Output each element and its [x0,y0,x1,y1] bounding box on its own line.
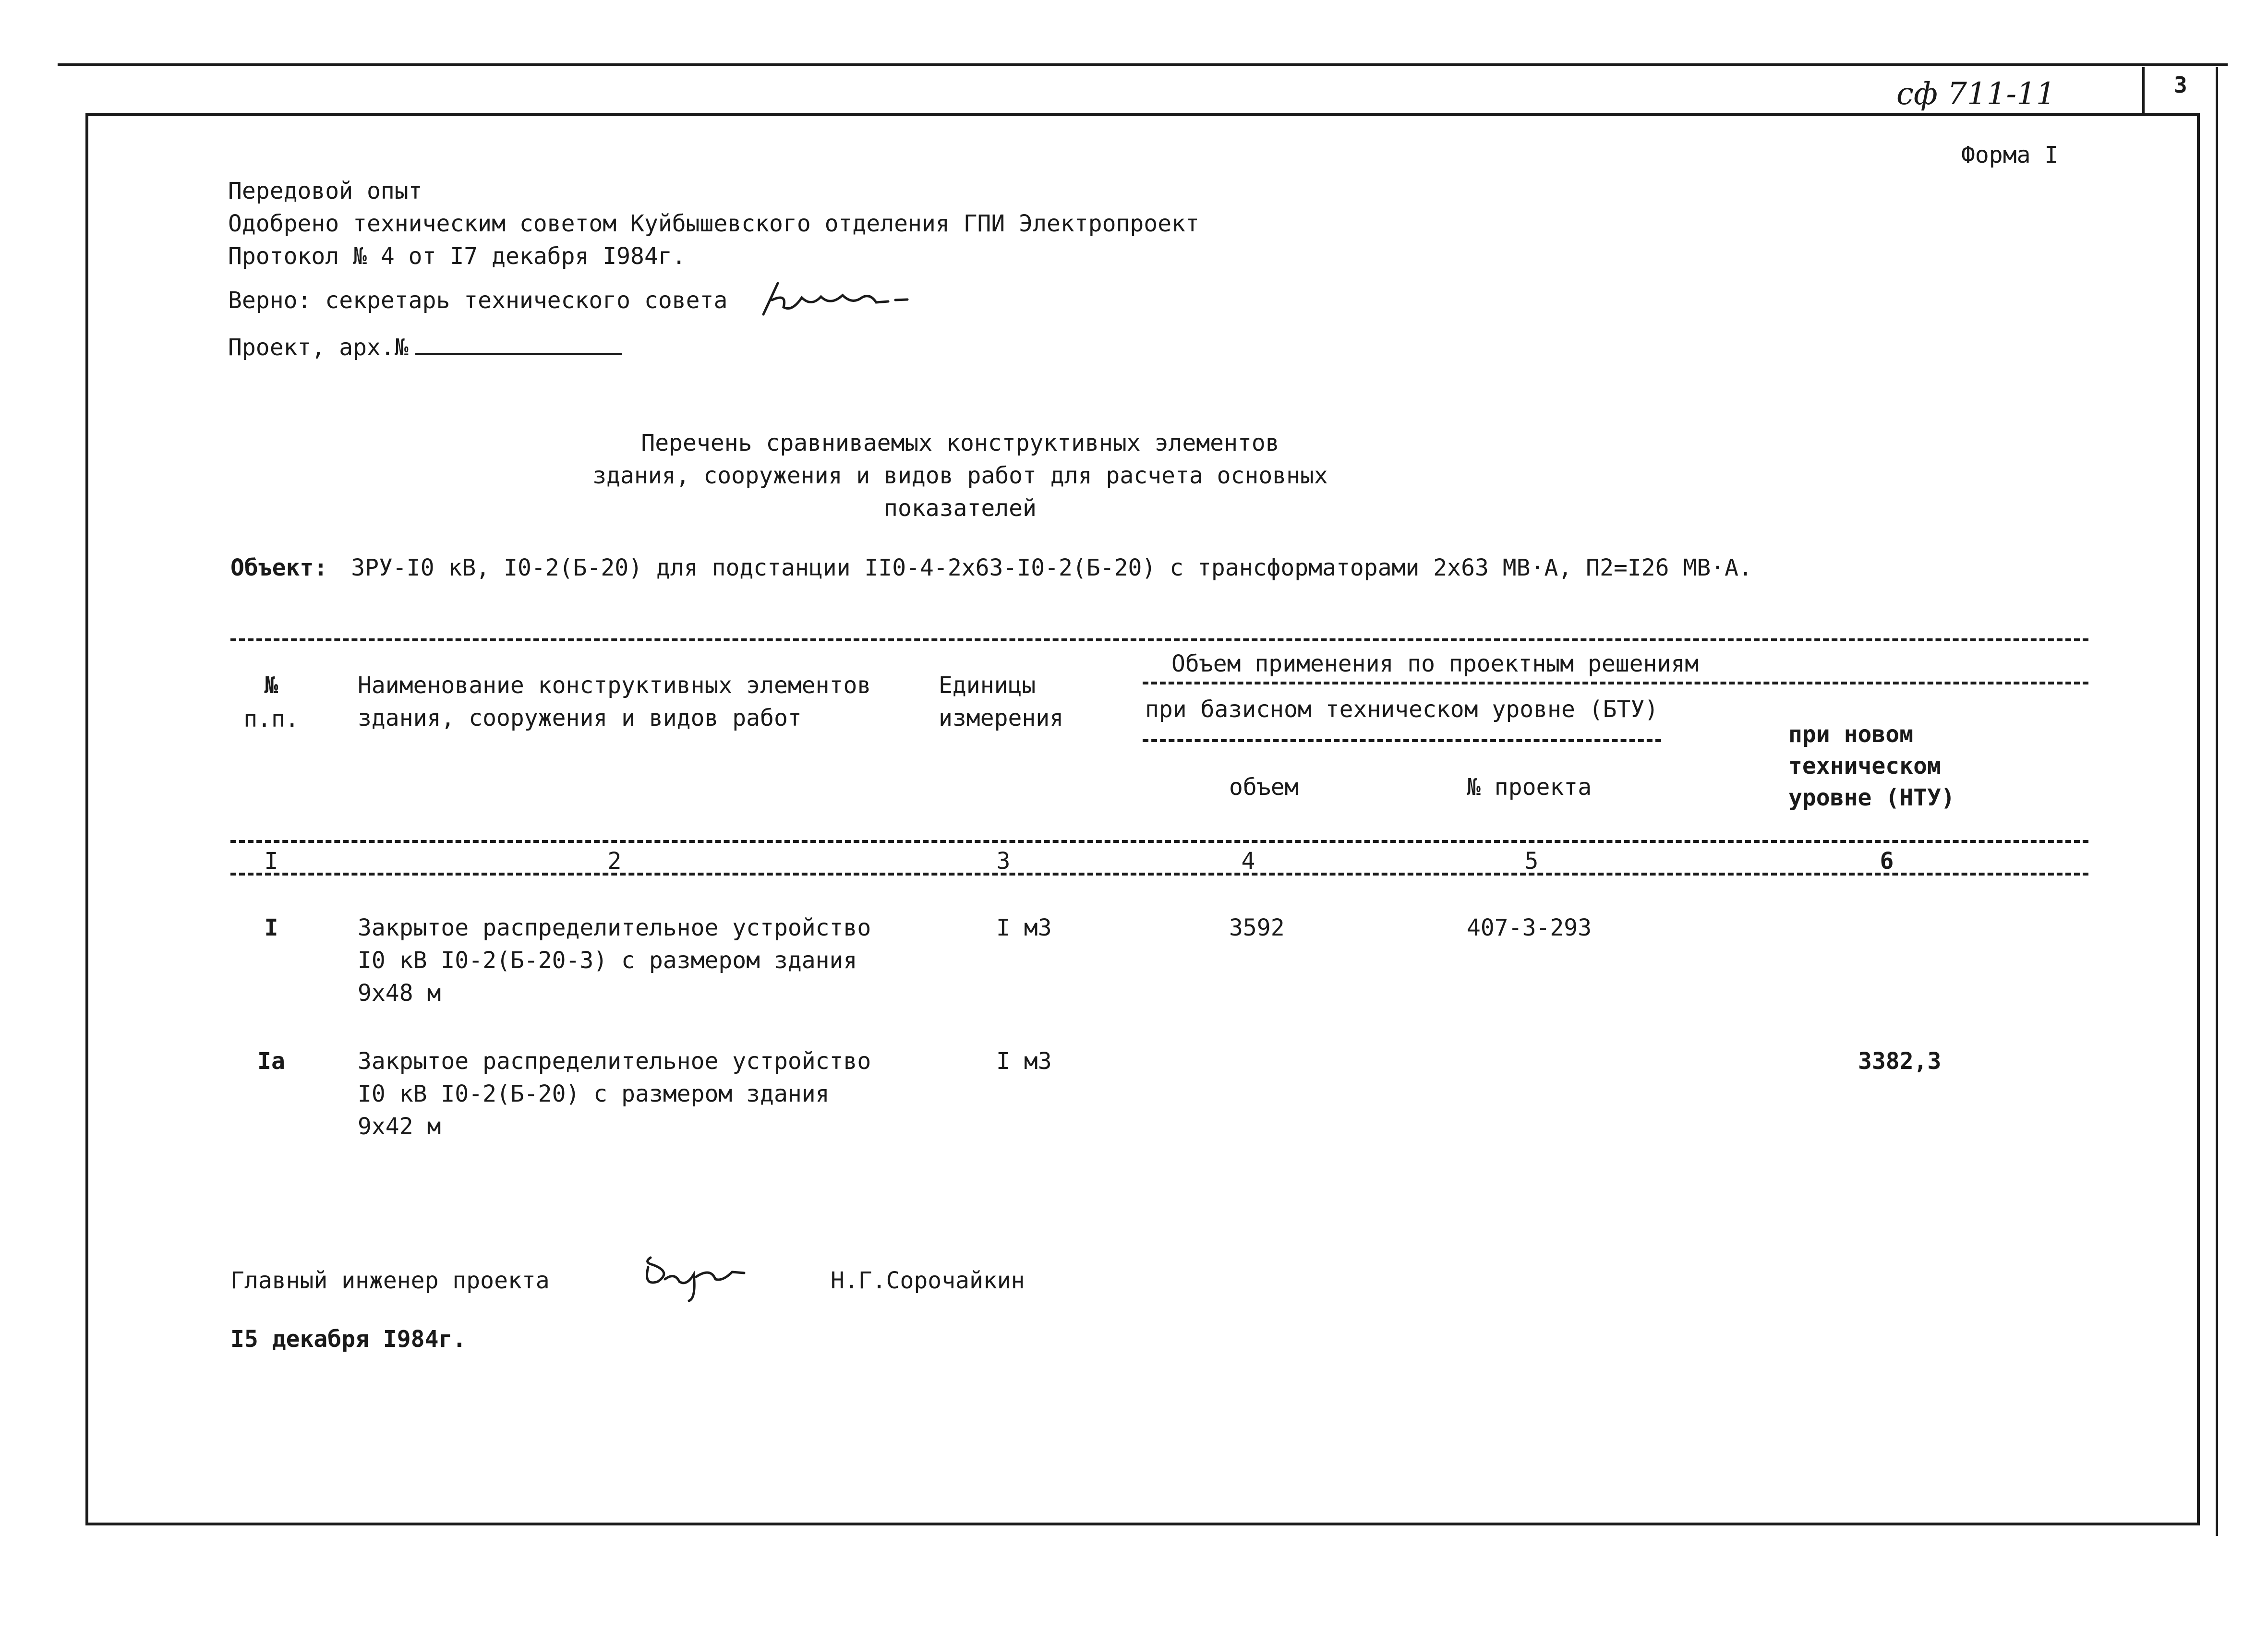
row-name-line-1: Закрытое распределительное устройство [358,1048,871,1075]
object-text: ЗРУ-I0 кВ, I0-2(Б-20) для подстанции II0-4-2x63-I0-2(Б-20) с трансформаторами 2x63 МВ·А, П2=I26 МВ·А. [351,554,1752,581]
row-name-line-1: Закрытое распределительное устройство [358,914,871,941]
page-number: 3 [2174,72,2187,98]
header-units-line-1: Единицы [939,672,1036,699]
col-number-4: 4 [1241,848,1255,875]
header-num-line-2: п.п. [243,706,299,732]
header-ntu-line-3: уровне (НТУ) [1788,784,1955,811]
chief-engineer-role: Главный инженер проекта [230,1267,550,1294]
approval-line-2: Одобрено техническим советом Куйбышевского отделения ГПИ Электропроект [228,210,1199,237]
top-rule [58,63,2228,66]
col-number-1: I [264,848,278,875]
header-project-no: № проекта [1467,774,1592,801]
row-name-line-3: 9x42 м [358,1113,441,1140]
header-btu-group: при базисном техническом уровне (БТУ) [1145,696,1659,723]
approval-line-1: Передовой опыт [228,178,422,204]
header-ntu-line-2: техническом [1788,753,1941,780]
footer-date: I5 декабря I984г. [230,1326,467,1353]
object-line [230,554,1752,582]
table-top-rule [230,638,2088,641]
stamp-code: сф 711-11 [1896,76,2056,112]
form-label: Форма I [1961,142,2059,168]
project-archive-field [228,334,622,362]
title-line-2: здания, сооружения и видов работ для расчета основных [592,462,1328,489]
row-volume: 3592 [1229,914,1285,941]
row-name-line-2: I0 кВ I0-2(Б-20) с размером здания [358,1080,830,1107]
row-ntu: 3382,3 [1858,1048,1942,1075]
row-name-line-3: 9x48 м [358,980,441,1007]
column-number-rule [230,873,2088,876]
approval-line-4: Верно: секретарь технического совета [228,287,728,314]
row-project: 407-3-293 [1467,914,1592,941]
header-bottom-rule [230,840,2088,843]
header-volume-group: Объем применения по проектным решениям [1171,650,1699,677]
btu-group-rule [1143,739,1661,742]
row-name-line-2: I0 кВ I0-2(Б-20-3) с размером здания [358,947,857,974]
header-num-line-1: № [264,672,278,699]
header-ntu-line-1: при новом [1788,721,1914,748]
row-unit: I м3 [996,1048,1052,1075]
col-number-3: 3 [996,848,1011,875]
col-number-2: 2 [607,848,622,875]
header-name-line-2: здания, сооружения и видов работ [358,705,802,732]
document-frame [85,113,2200,1525]
page-number-divider [2142,67,2145,113]
title-line-3: показателей [884,495,1037,522]
project-archive-label: Проект, арх.№ [228,334,409,361]
row-unit: I м3 [996,914,1052,941]
chief-engineer-signature [639,1253,749,1306]
col-number-6: 6 [1880,848,1894,875]
title-line-1: Перечень сравниваемых конструктивных элементов [641,430,1279,456]
chief-engineer-name: Н.Г.Сорочайкин [831,1267,1025,1294]
row-num: I [264,914,278,941]
header-volume: объем [1229,774,1299,801]
volume-group-rule [1143,682,2088,684]
right-margin-rule [2216,67,2218,1536]
project-archive-blank [415,334,622,355]
row-num: Iа [257,1048,285,1075]
approval-line-3: Протокол № 4 от I7 декабря I984г. [228,243,686,270]
header-units-line-2: измерения [939,705,1064,732]
col-number-5: 5 [1524,848,1539,875]
secretary-signature [759,278,912,322]
header-name-line-1: Наименование конструктивных элементов [358,672,871,699]
object-label: Объект: [230,554,328,581]
